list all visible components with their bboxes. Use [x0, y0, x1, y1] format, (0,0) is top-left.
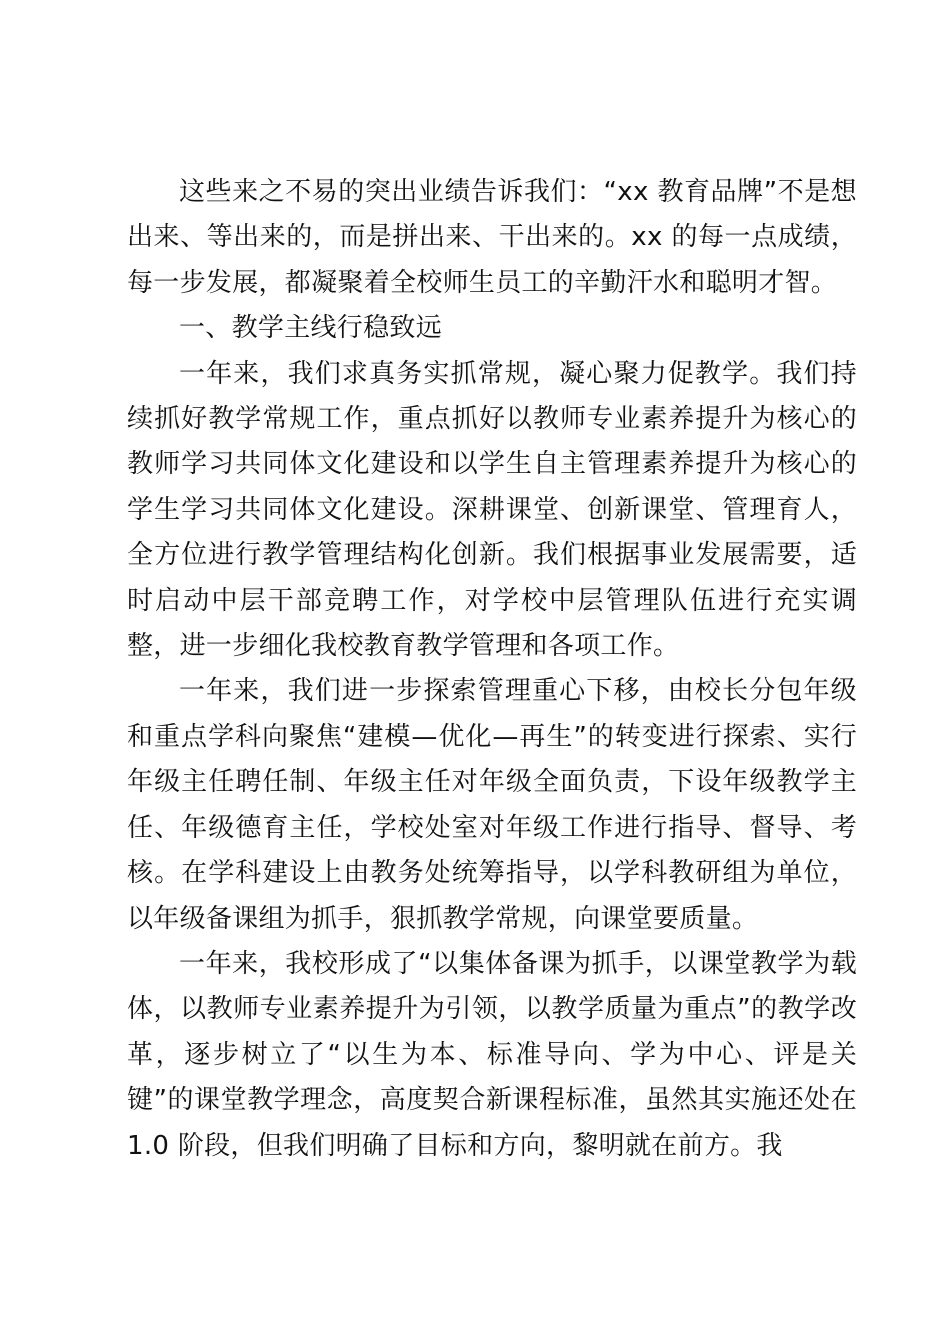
paragraph-management-reform: 一年来，我们进一步探索管理重心下移，由校长分包年级和重点学科向聚焦“建模—优化—再生”的转变进行探索、实行年级主任聘任制、年级主任对年级全面负责，下设年级教学主任、年级德育主任，学校处室对年级工作进行指导、督导、考核。在学科建设上由教务处统筹指导，以学科教研组为单位，以年级备课组为抓手，狠抓教学常规，向课堂要质量。	[127, 676, 857, 934]
document-body	[127, 170, 857, 1169]
paragraph-classroom-reform: 一年来，我校形成了“以集体备课为抓手，以课堂教学为载体，以教师专业素养提升为引领，以教学质量为重点”的教学改革，逐步树立了“以生为本、标准导向、学为中心、评是关键”的课堂教学理念，高度契合新课程标准，虽然其实施还处在 1.0 阶段，但我们明确了目标和方向，黎明就在前方。我	[127, 948, 857, 1161]
paragraph-achievements: 这些来之不易的突出业绩告诉我们：“xx 教育品牌”不是想出来、等出来的，而是拼出来、干出来的。xx 的每一点成绩，每一步发展，都凝聚着全校师生员工的辛勤汗水和聪明才智。	[127, 177, 857, 298]
section-heading-teaching: 一、教学主线行稳致远	[179, 313, 443, 344]
paragraph-routine-teaching: 一年来，我们求真务实抓常规，凝心聚力促教学。我们持续抓好教学常规工作，重点抓好以教师专业素养提升为核心的教师学习共同体文化建设和以学生自主管理素养提升为核心的学生学习共同体文化建设。深耕课堂、创新课堂、管理育人，全方位进行教学管理结构化创新。我们根据事业发展需要，适时启动中层干部竞聘工作，对学校中层管理队伍进行充实调整，进一步细化我校教育教学管理和各项工作。	[127, 358, 857, 662]
